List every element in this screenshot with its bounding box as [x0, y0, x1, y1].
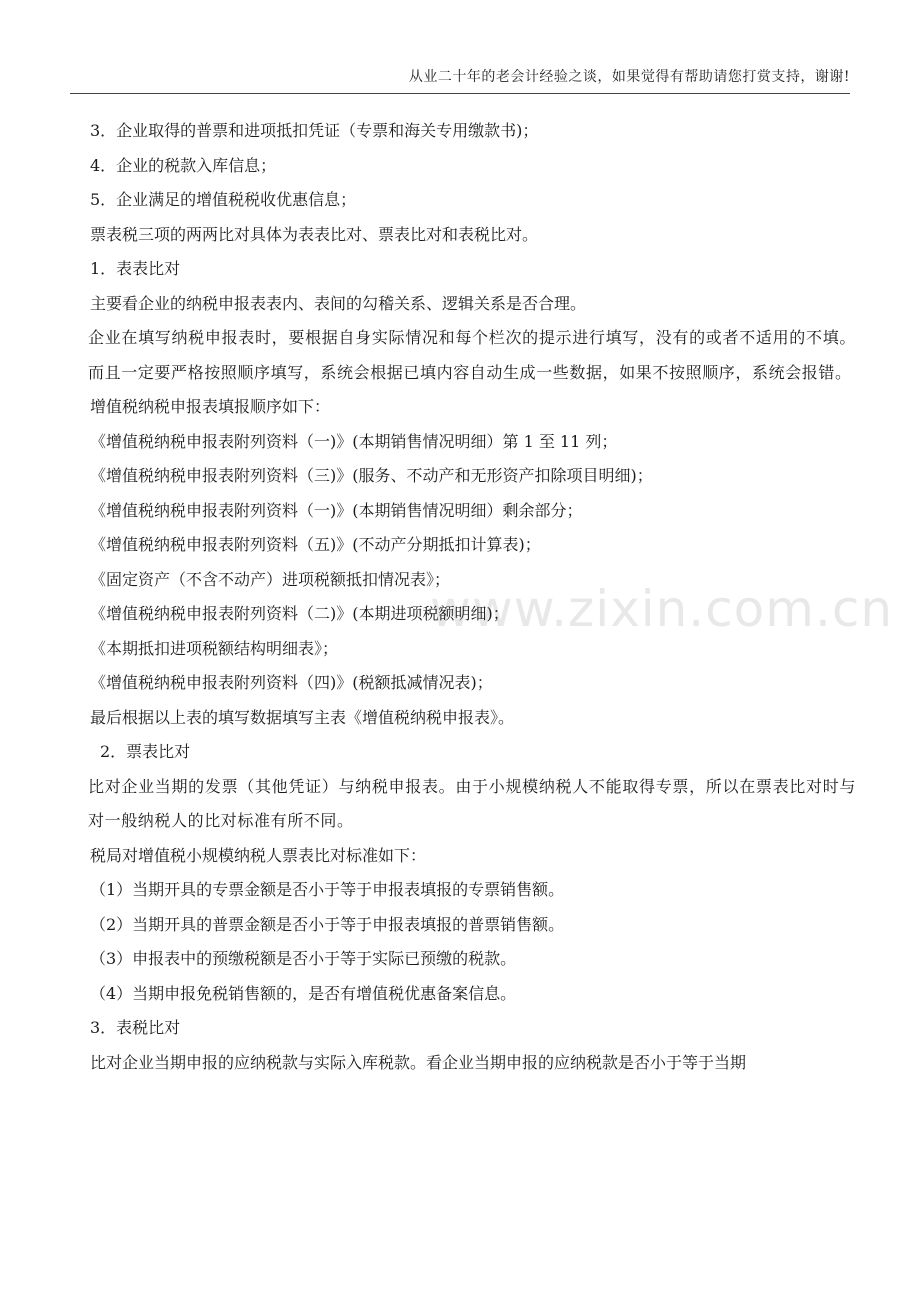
- paragraph-table-check: 主要看企业的纳税申报表表内、表间的勾稽关系、逻辑关系是否合理。: [90, 293, 587, 313]
- filling-order-item: 《增值税纳税申报表附列资料（五)》(不动产分期抵扣计算表)；: [90, 535, 541, 554]
- paragraph-tax-check: 比对企业当期申报的应纳税款与实际入库税款。看企业当期申报的应纳税款是否小于等于当期: [90, 1052, 747, 1072]
- list-item-5: 5．企业满足的增值税税收优惠信息；: [90, 190, 357, 209]
- standard-item-1: （1）当期开具的专票金额是否小于等于申报表填报的专票销售额。: [90, 880, 565, 899]
- paragraph-invoice-check: 比对企业当期的发票（其他凭证）与纳税申报表。由于小规模纳税人不能取得专票，所以在票表比对时与对一般纳税人的比对标准有所不同。: [88, 776, 856, 830]
- filling-order-item: 《增值税纳税申报表附列资料（一)》(本期销售情况明细）第 1 至 11 列；: [90, 431, 618, 451]
- paragraph-main-table: 最后根据以上表的填写数据填写主表《增值税纳税申报表》。: [90, 707, 515, 727]
- paragraph-filling-rules: 企业在填写纳税申报表时，要根据自身实际情况和每个栏次的提示进行填写，没有的或者不适用的不填。而且一定要严格按照顺序填写，系统会根据已填内容自动生成一些数据，如果不按照顺序，系统会报错。: [88, 328, 856, 382]
- list-item-4: 4．企业的税款入库信息；: [90, 155, 277, 175]
- section-heading-3: 3．表税比对: [90, 1018, 181, 1037]
- header-rule: [70, 93, 850, 94]
- watermark: www.zixin.com.cn: [430, 580, 894, 638]
- paragraph-comparison-intro: 票表税三项的两两比对具体为表表比对、票表比对和表税比对。: [90, 224, 539, 244]
- paragraph-standards-intro: 税局对增值税小规模纳税人票表比对标准如下：: [90, 845, 427, 865]
- list-item-3: 3．企业取得的普票和进项抵扣凭证（专票和海关专用缴款书)；: [90, 121, 539, 140]
- section-heading-2: 2．票表比对: [100, 742, 191, 761]
- page-header: 从业二十年的老会计经验之谈，如果觉得有帮助请您打赏支持，谢谢!: [408, 69, 850, 85]
- paragraph-filling-order-intro: 增值税纳税申报表填报顺序如下：: [90, 397, 331, 416]
- section-heading-1: 1．表表比对: [90, 259, 181, 278]
- filling-order-item: 《固定资产（不含不动产）进项税额抵扣情况表》；: [90, 569, 451, 589]
- standard-item-2: （2）当期开具的普票金额是否小于等于申报表填报的普票销售额。: [90, 914, 565, 934]
- filling-order-item: 《增值税纳税申报表附列资料（四)》(税额抵减情况表)；: [90, 673, 493, 692]
- filling-order-item: 《增值税纳税申报表附列资料（二)》(本期进项税额明细)；: [90, 604, 509, 623]
- document-body: [90, 114, 856, 1080]
- filling-order-item: 《本期抵扣进项税额结构明细表》；: [90, 638, 339, 658]
- standard-item-3: （3）申报表中的预缴税额是否小于等于实际已预缴的税款。: [90, 949, 517, 968]
- standard-item-4: （4）当期申报免税销售额的，是否有增值税优惠备案信息。: [90, 983, 517, 1003]
- filling-order-item: 《增值税纳税申报表附列资料（一)》(本期销售情况明细）剩余部分；: [90, 500, 583, 520]
- filling-order-item: 《增值税纳税申报表附列资料（三)》(服务、不动产和无形资产扣除项目明细)；: [90, 466, 653, 485]
